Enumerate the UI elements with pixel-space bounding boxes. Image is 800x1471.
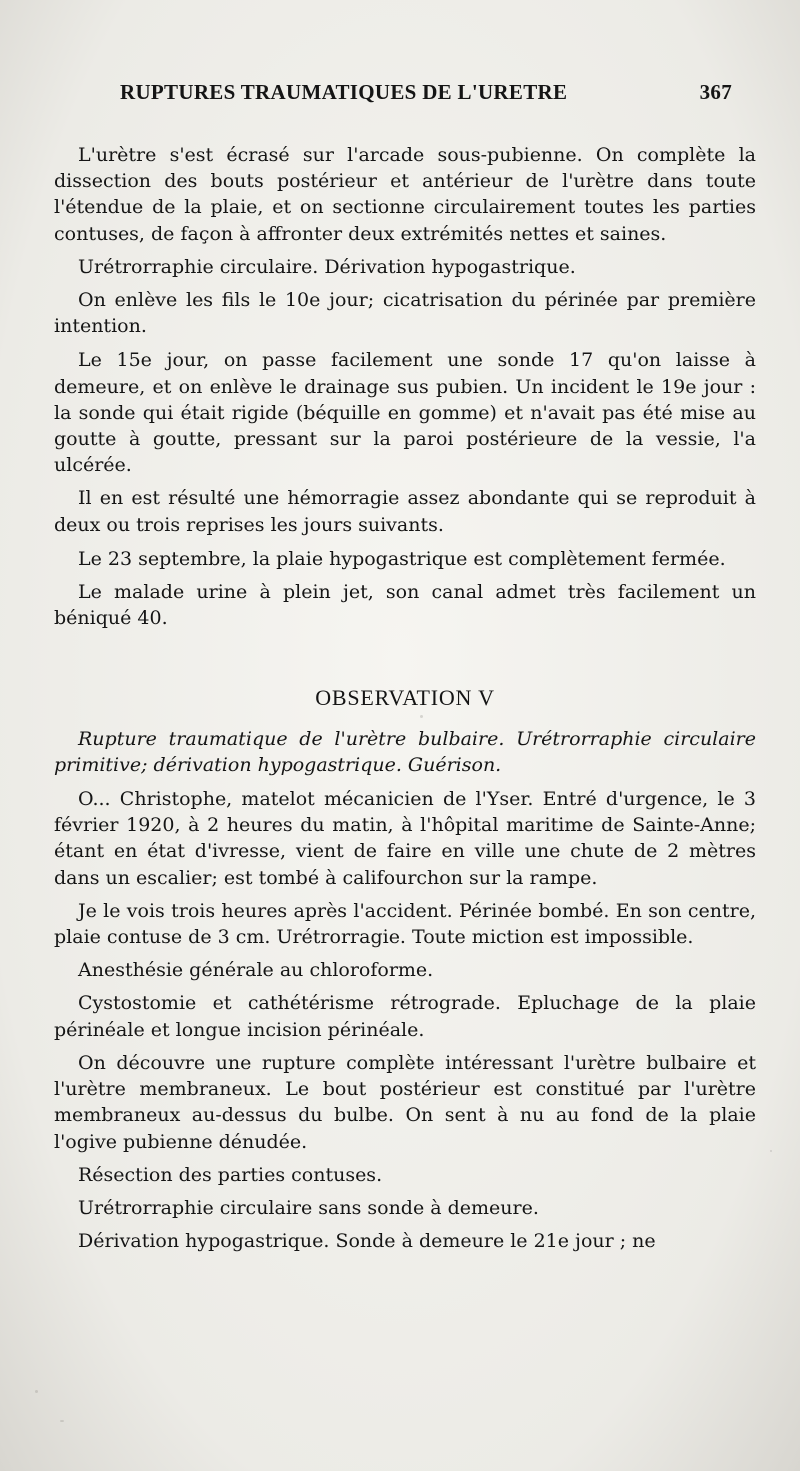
paragraph: O... Christophe, matelot mécanicien de l'Yser. Entré d'urgence, le 3 février 1920, à 2 heures du matin, à l'hôpital maritime de Sainte-Anne; étant en état d'ivresse, vient de faire en ville une chute de 2 mètres dans un escalier; est tombé à califourchon sur la rampe.: [54, 788, 756, 889]
page-number: 367: [699, 80, 732, 104]
paragraph: Il en est résulté une hémorragie assez abondante qui se reproduit à deux ou trois reprises les jours suivants.: [54, 487, 756, 536]
paragraph: Anesthésie générale au chloroforme.: [78, 959, 434, 982]
paragraph: Cystostomie et cathétérisme rétrograde. Epluchage de la plaie périnéale et longue incision périnéale.: [54, 992, 756, 1041]
running-title: RUPTURES TRAUMATIQUES DE L'URETRE: [120, 80, 568, 104]
paragraph: Résection des parties contuses.: [78, 1163, 383, 1186]
paragraph: Le malade urine à plein jet, son canal admet très facilement un béniqué 40.: [54, 581, 756, 630]
paragraph: Urétrorraphie circulaire sans sonde à demeure.: [78, 1196, 539, 1219]
paragraph: Le 23 septembre, la plaie hypogastrique est complètement fermée.: [78, 547, 726, 570]
paragraph: Dérivation hypogastrique. Sonde à demeure le 21e jour ; ne: [78, 1230, 656, 1253]
paragraph: Je le vois trois heures après l'accident. Périnée bombé. En son centre, plaie contuse de 3 cm. Urétrorragie. Toute miction est impossible.: [54, 899, 756, 949]
page-header: [120, 80, 732, 110]
paragraph: L'urètre s'est écrasé sur l'arcade sous-pubienne. On complète la dissection des bouts postérieur et antérieur de l'urètre dans toute l'étendue de la plaie, et on sectionne circulairement toutes les parties contuses, de façon à affronter deux extrémités nettes et saines.: [54, 144, 756, 245]
observation-subtitle: Rupture traumatique de l'urètre bulbaire. Urétrorraphie circulaire primitive; dérivation hypogastrique. Guérison.: [54, 727, 756, 776]
paper-speck: [60, 1420, 64, 1422]
paragraph: On découvre une rupture complète intéressant l'urètre bulbaire et l'urètre membraneux. Le bout postérieur est constitué par l'urètre membraneux au-dessus du bulbe. On sent à nu au fond de la plaie l'ogive pubienne dénudée.: [54, 1051, 756, 1153]
paragraph: On enlève les fils le 10e jour; cicatrisation du périnée par première intention.: [54, 289, 756, 338]
paper-speck: [35, 1390, 38, 1393]
observation-title: OBSERVATION V: [315, 685, 495, 711]
paper-speck: [770, 1150, 772, 1152]
paragraph: Le 15e jour, on passe facilement une sonde 17 qu'on laisse à demeure, et on enlève le drainage sus pubien. Un incident le 19e jour : la sonde qui était rigide (béquille en gomme) et n'avait pas été mise au goutte à goutte, pressant sur la paroi postérieure de la vessie, l'a ulcérée.: [54, 349, 756, 477]
paragraph: Urétrorraphie circulaire. Dérivation hypogastrique.: [78, 255, 576, 278]
page-body: [54, 142, 756, 1254]
